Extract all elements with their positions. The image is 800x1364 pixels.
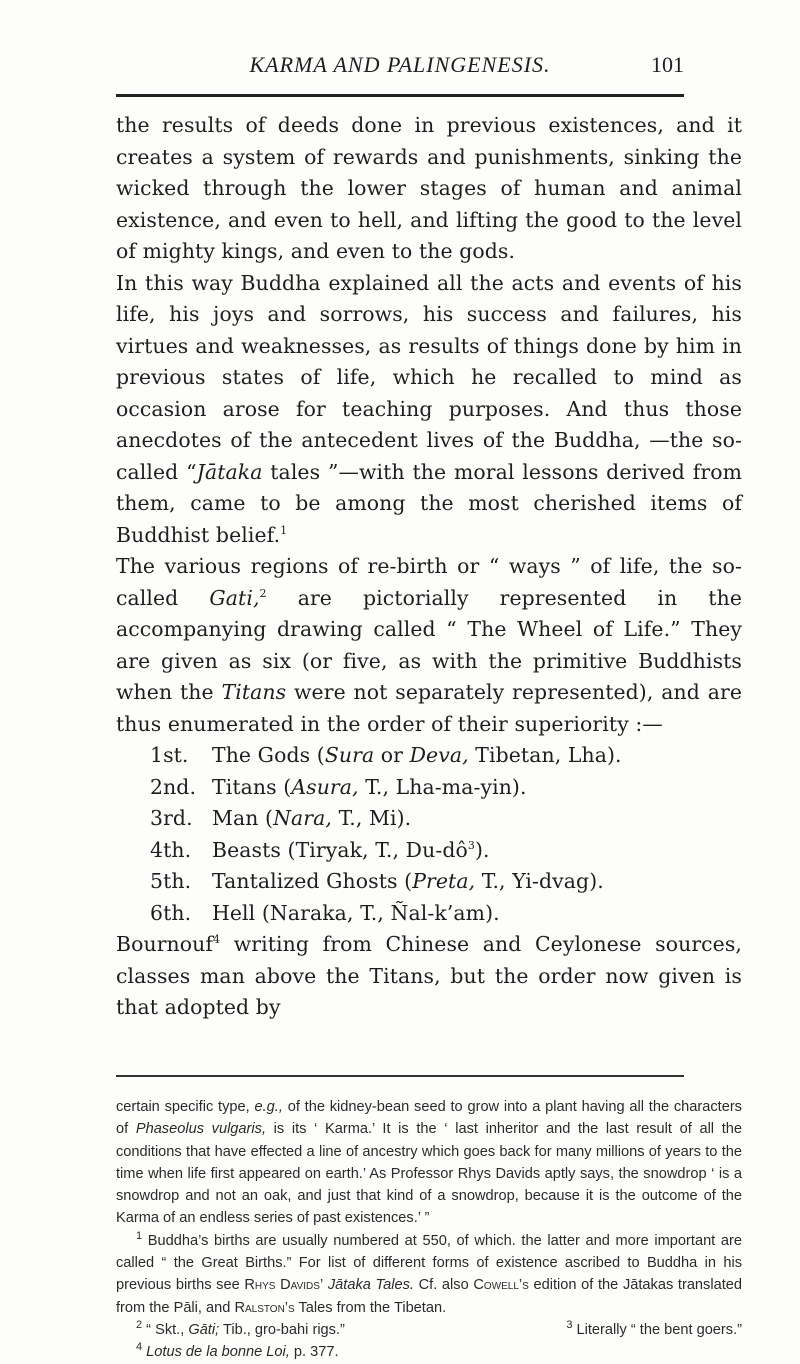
list-italic: Deva, (409, 743, 469, 767)
footnote-italic: Gāti; (188, 1321, 220, 1338)
header-rule (116, 94, 684, 97)
footnote-4 (116, 1341, 742, 1363)
list-italic: Nara, (273, 806, 332, 830)
list-ordinal: 2nd. (150, 774, 197, 799)
gati-term: Gati, (209, 585, 260, 610)
paragraph-3 (116, 551, 742, 740)
footnote-text: is its ‘ Karma.’ It is the ‘ last inheritor and the last result of all the conditions that have effected a line of ancestry which goes back for many millions of years to the time when life first appeared on earth.’ As Professor Rhys Davids aptly says, the snowdrop ‘ is a snowdrop and not an oak, and just that kind of a snowdrop, because it is the outcome of the Karma of an endless series of past existences.’ ” (116, 1121, 742, 1227)
footnote-text: “ Skt., (142, 1321, 189, 1338)
footnote-rule (116, 1075, 684, 1077)
list-italic: Sura (324, 743, 375, 767)
list-text: Hell (Naraka, T., Ñal-k’am). (212, 900, 500, 925)
footnotes-2-3 (116, 1319, 742, 1341)
footnote-text: Tales from the Tibetan. (294, 1299, 447, 1316)
footnote-author: Ralston’s (234, 1299, 295, 1316)
jataka-term: Jātaka (196, 459, 263, 484)
footnote-text: certain specific type, (116, 1099, 255, 1115)
footnote-continued (116, 1096, 742, 1230)
paragraph-4-text-b: writing from Chinese and Ceylonese sources, classes man above the Titans, but the order now given is that adopted by (116, 932, 742, 1019)
list-text: T., Mi). (332, 806, 412, 830)
titans-term: Titans (221, 680, 287, 704)
paragraph-3-text-b: are pictorially represented in the accompanying drawing called “ The Wheel of Life.” They are given as six (or five, as with the primitive Buddhists when the (116, 585, 742, 704)
list-text: Beasts (Tiryak, T., Du-dô (212, 837, 468, 862)
list-item (116, 898, 742, 930)
list-text: Tantalized Ghosts ( (212, 869, 413, 893)
footnote-text: of the kidney-bean seed to grow into a plant having all the characters of (116, 1099, 742, 1138)
list-text: Man ( (212, 806, 274, 830)
footnote-1-number: 1 (136, 1229, 143, 1242)
footnote-author: Rhys Davids’ (244, 1277, 324, 1294)
footnote-2-number: 2 (136, 1319, 143, 1332)
footnotes (116, 1096, 742, 1364)
running-head (116, 52, 684, 82)
footnote-ref-1[interactable]: 1 (280, 523, 288, 537)
footnote-italic: Jātaka Tales. (323, 1277, 414, 1294)
footnote-text: Literally “ the bent goers.” (572, 1321, 742, 1338)
list-item (116, 740, 742, 772)
footnote-2 (136, 1319, 345, 1341)
list-item (116, 803, 742, 835)
footnote-italic: e.g., (254, 1099, 283, 1115)
footnote-ref-3[interactable]: 3 (467, 838, 475, 852)
footnote-4-number: 4 (136, 1341, 143, 1354)
footnote-ref-4[interactable]: 4 (213, 933, 221, 947)
paragraph-2 (116, 268, 742, 552)
page-number: 101 (651, 52, 684, 77)
footnote-3-number: 3 (566, 1319, 573, 1332)
footnote-text: Buddha’s births are usually numbered at 550, of which. the latter and more important are called “ the Great Births.” For list of different forms of existence ascribed to Buddha in his previous births see (116, 1232, 742, 1294)
main-text (116, 110, 742, 1024)
paragraph-3-text-a: The various regions of re-birth or “ ways ” of life, the so-called (116, 554, 742, 610)
gati-list (116, 740, 742, 929)
list-item (116, 772, 742, 804)
list-ordinal: 5th. (150, 869, 192, 893)
list-item (116, 866, 742, 898)
paragraph-1-text: the results of deeds done in previous existences, and it creates a system of rewards and punishments, sinking the wicked through the lower stages of human and animal existence, and even to hell, and lifting the good to the level of mighty kings, and even to the gods. (116, 113, 742, 263)
footnote-text: edition of the Jātakas translated from the Pāli, and (116, 1277, 742, 1316)
footnote-ref-2[interactable]: 2 (259, 586, 267, 600)
list-text: T., Yi-dvag). (475, 869, 604, 893)
list-ordinal: 3rd. (150, 806, 193, 830)
list-text: or (374, 743, 410, 767)
footnote-text: Cf. also (413, 1277, 474, 1294)
footnote-italic: Lotus de la bonne Loi, (142, 1344, 290, 1361)
list-ordinal: 1st. (150, 743, 189, 767)
paragraph-2-text-b: tales ”—with the moral lessons derived from them, came to be among the most cherished items of Buddhist belief. (116, 459, 743, 547)
list-text: ). (475, 837, 490, 862)
footnote-text: p. 377. (289, 1344, 339, 1361)
list-text: Tibetan, Lha). (468, 743, 622, 767)
paragraph-2-text-a: In this way Buddha explained all the acts and events of his life, his joys and sorrows, his success and failures, his virtues and weaknesses, as results of things done by him in previous states of life, which he recalled to mind as occasion arose for teaching purposes. And thus those anecdotes of the antecedent lives of the Buddha, —the so-called “ (116, 270, 742, 484)
paragraph-3-text-c: were not separately represented), and are thus enumerated in the order of their superiority :— (116, 680, 742, 736)
list-item (116, 835, 742, 867)
paragraph-4 (116, 929, 742, 1024)
footnote-author: Cowell’s (473, 1277, 529, 1294)
footnote-1 (116, 1230, 742, 1319)
running-title: KARMA AND PALINGENESIS. (249, 52, 551, 77)
list-text: T., Lha-ma-yin). (358, 774, 527, 799)
list-ordinal: 4th. (150, 837, 192, 862)
footnote-italic: Phaseolus vulgaris, (135, 1121, 266, 1138)
list-ordinal: 6th. (150, 900, 192, 925)
list-italic: Preta, (412, 869, 476, 893)
list-text: Titans ( (212, 774, 292, 799)
list-italic: Asura, (291, 774, 359, 799)
list-text: The Gods ( (212, 743, 325, 767)
paragraph-4-text-a: Bournouf (116, 932, 214, 956)
footnote-text: Tib., gro-bahi rigs.” (219, 1321, 345, 1338)
paragraph-1 (116, 110, 742, 268)
footnote-3 (566, 1319, 742, 1341)
